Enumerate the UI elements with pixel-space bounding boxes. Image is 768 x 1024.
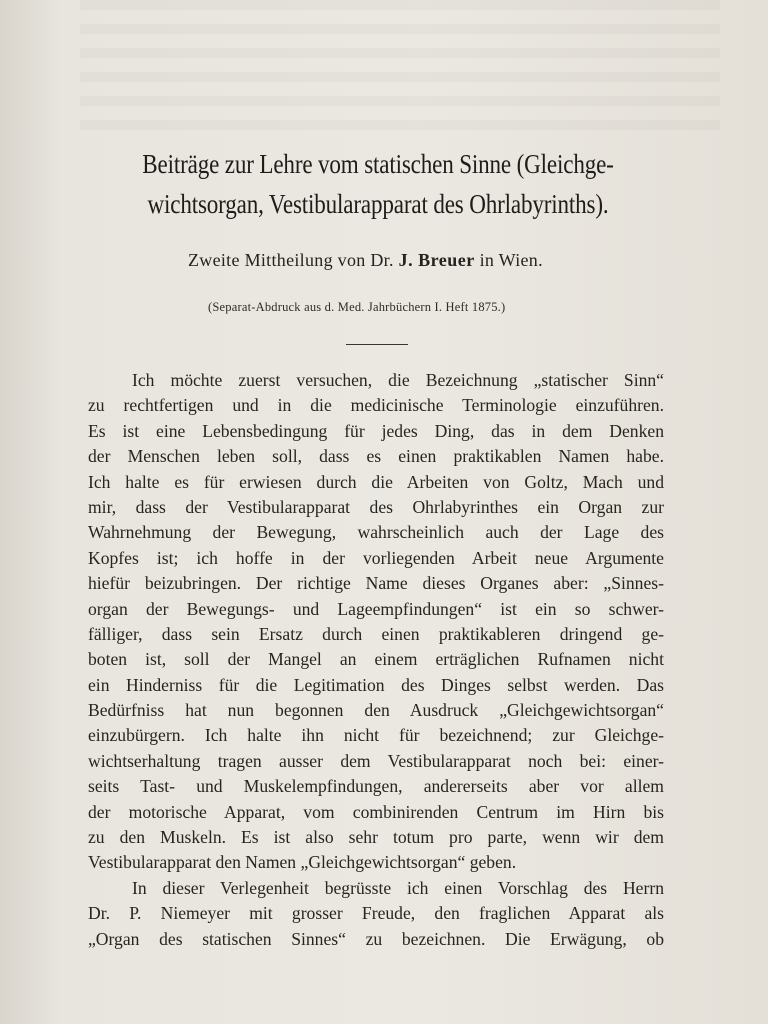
subtitle-suffix: in Wien. [479,250,543,270]
body-line: zu den Muskeln. Es ist also sehr totum pro parte, wenn wir dem [88,827,664,848]
show-through-text [80,0,720,130]
article-title [84,144,672,224]
body-line: Vestibularapparat den Namen „Gleichgewichtsorgan“ geben. [88,852,517,873]
body-line: Wahrnehmung der Bewegung, wahrscheinlich auch der Lage des [88,522,664,543]
body-line: Kopfes ist; ich hoffe in der vorliegenden Arbeit neue Argumente [88,547,664,568]
body-line: Dr. P. Niemeyer mit grosser Freude, den fraglichen Apparat als [88,903,664,924]
body-line: wichtserhaltung tragen ausser dem Vestibularapparat noch bei: einer- [88,750,664,771]
title-line-2: wichtsorgan, Vestibularapparat des Ohrlabyrinths). [147,188,609,219]
body-line: Ich halte es für erwiesen durch die Arbeiten von Goltz, Mach und [88,471,664,492]
article-subtitle [188,250,543,271]
body-line: „Organ des statischen Sinnes“ zu bezeichnen. Die Erwägung, ob [88,928,664,949]
body-line: In dieser Verlegenheit begrüsste ich einen Vorschlag des Herrn [132,877,664,898]
body-line: mir, dass der Vestibularapparat des Ohrlabyrinthes ein Organ zur [88,496,664,517]
body-line: der Menschen leben soll, dass es einen praktikablen Namen habe. [88,446,664,467]
body-text [88,368,664,952]
author-name: J. Breuer [398,250,475,270]
body-line: zu rechtfertigen und in die medicinische Terminologie einzuführen. [88,395,664,416]
body-line: Ich möchte zuerst versuchen, die Bezeichnung „statischer Sinn“ [132,370,664,390]
body-line: organ der Bewegungs- und Lageempfindungen“ ist ein so schwer- [88,598,664,619]
subtitle-prefix: Zweite Mittheilung von Dr. [188,250,394,270]
body-line: Bedürfniss hat nun begonnen den Ausdruck „Gleichgewichtsorgan“ [88,700,664,721]
body-line: ein Hinderniss für die Legitimation des Dinges selbst werden. Das [88,674,664,695]
title-line-1: Beiträge zur Lehre vom statischen Sinne (Gleichge- [142,148,614,179]
body-line: der motorische Apparat, vom combinirenden Centrum im Hirn bis [88,801,664,822]
body-line: boten ist, soll der Mangel an einem erträglichen Rufnamen nicht [88,649,664,670]
body-line: fälliger, dass sein Ersatz durch einen praktikableren dringend ge- [88,623,664,644]
body-line: seits Tast- und Muskelempfindungen, andererseits aber vor allem [88,776,664,797]
reprint-note: (Separat-Abdruck aus d. Med. Jahrbüchern I. Heft 1875.) [208,300,506,314]
section-divider [346,344,408,345]
body-line: einzubürgern. Ich halte ihn nicht für bezeichnend; zur Gleichge- [88,725,664,746]
body-line: Es ist eine Lebensbedingung für jedes Ding, das in dem Denken [88,420,664,441]
body-line: hiefür beizubringen. Der richtige Name dieses Organes aber: „Sinnes- [88,573,664,594]
